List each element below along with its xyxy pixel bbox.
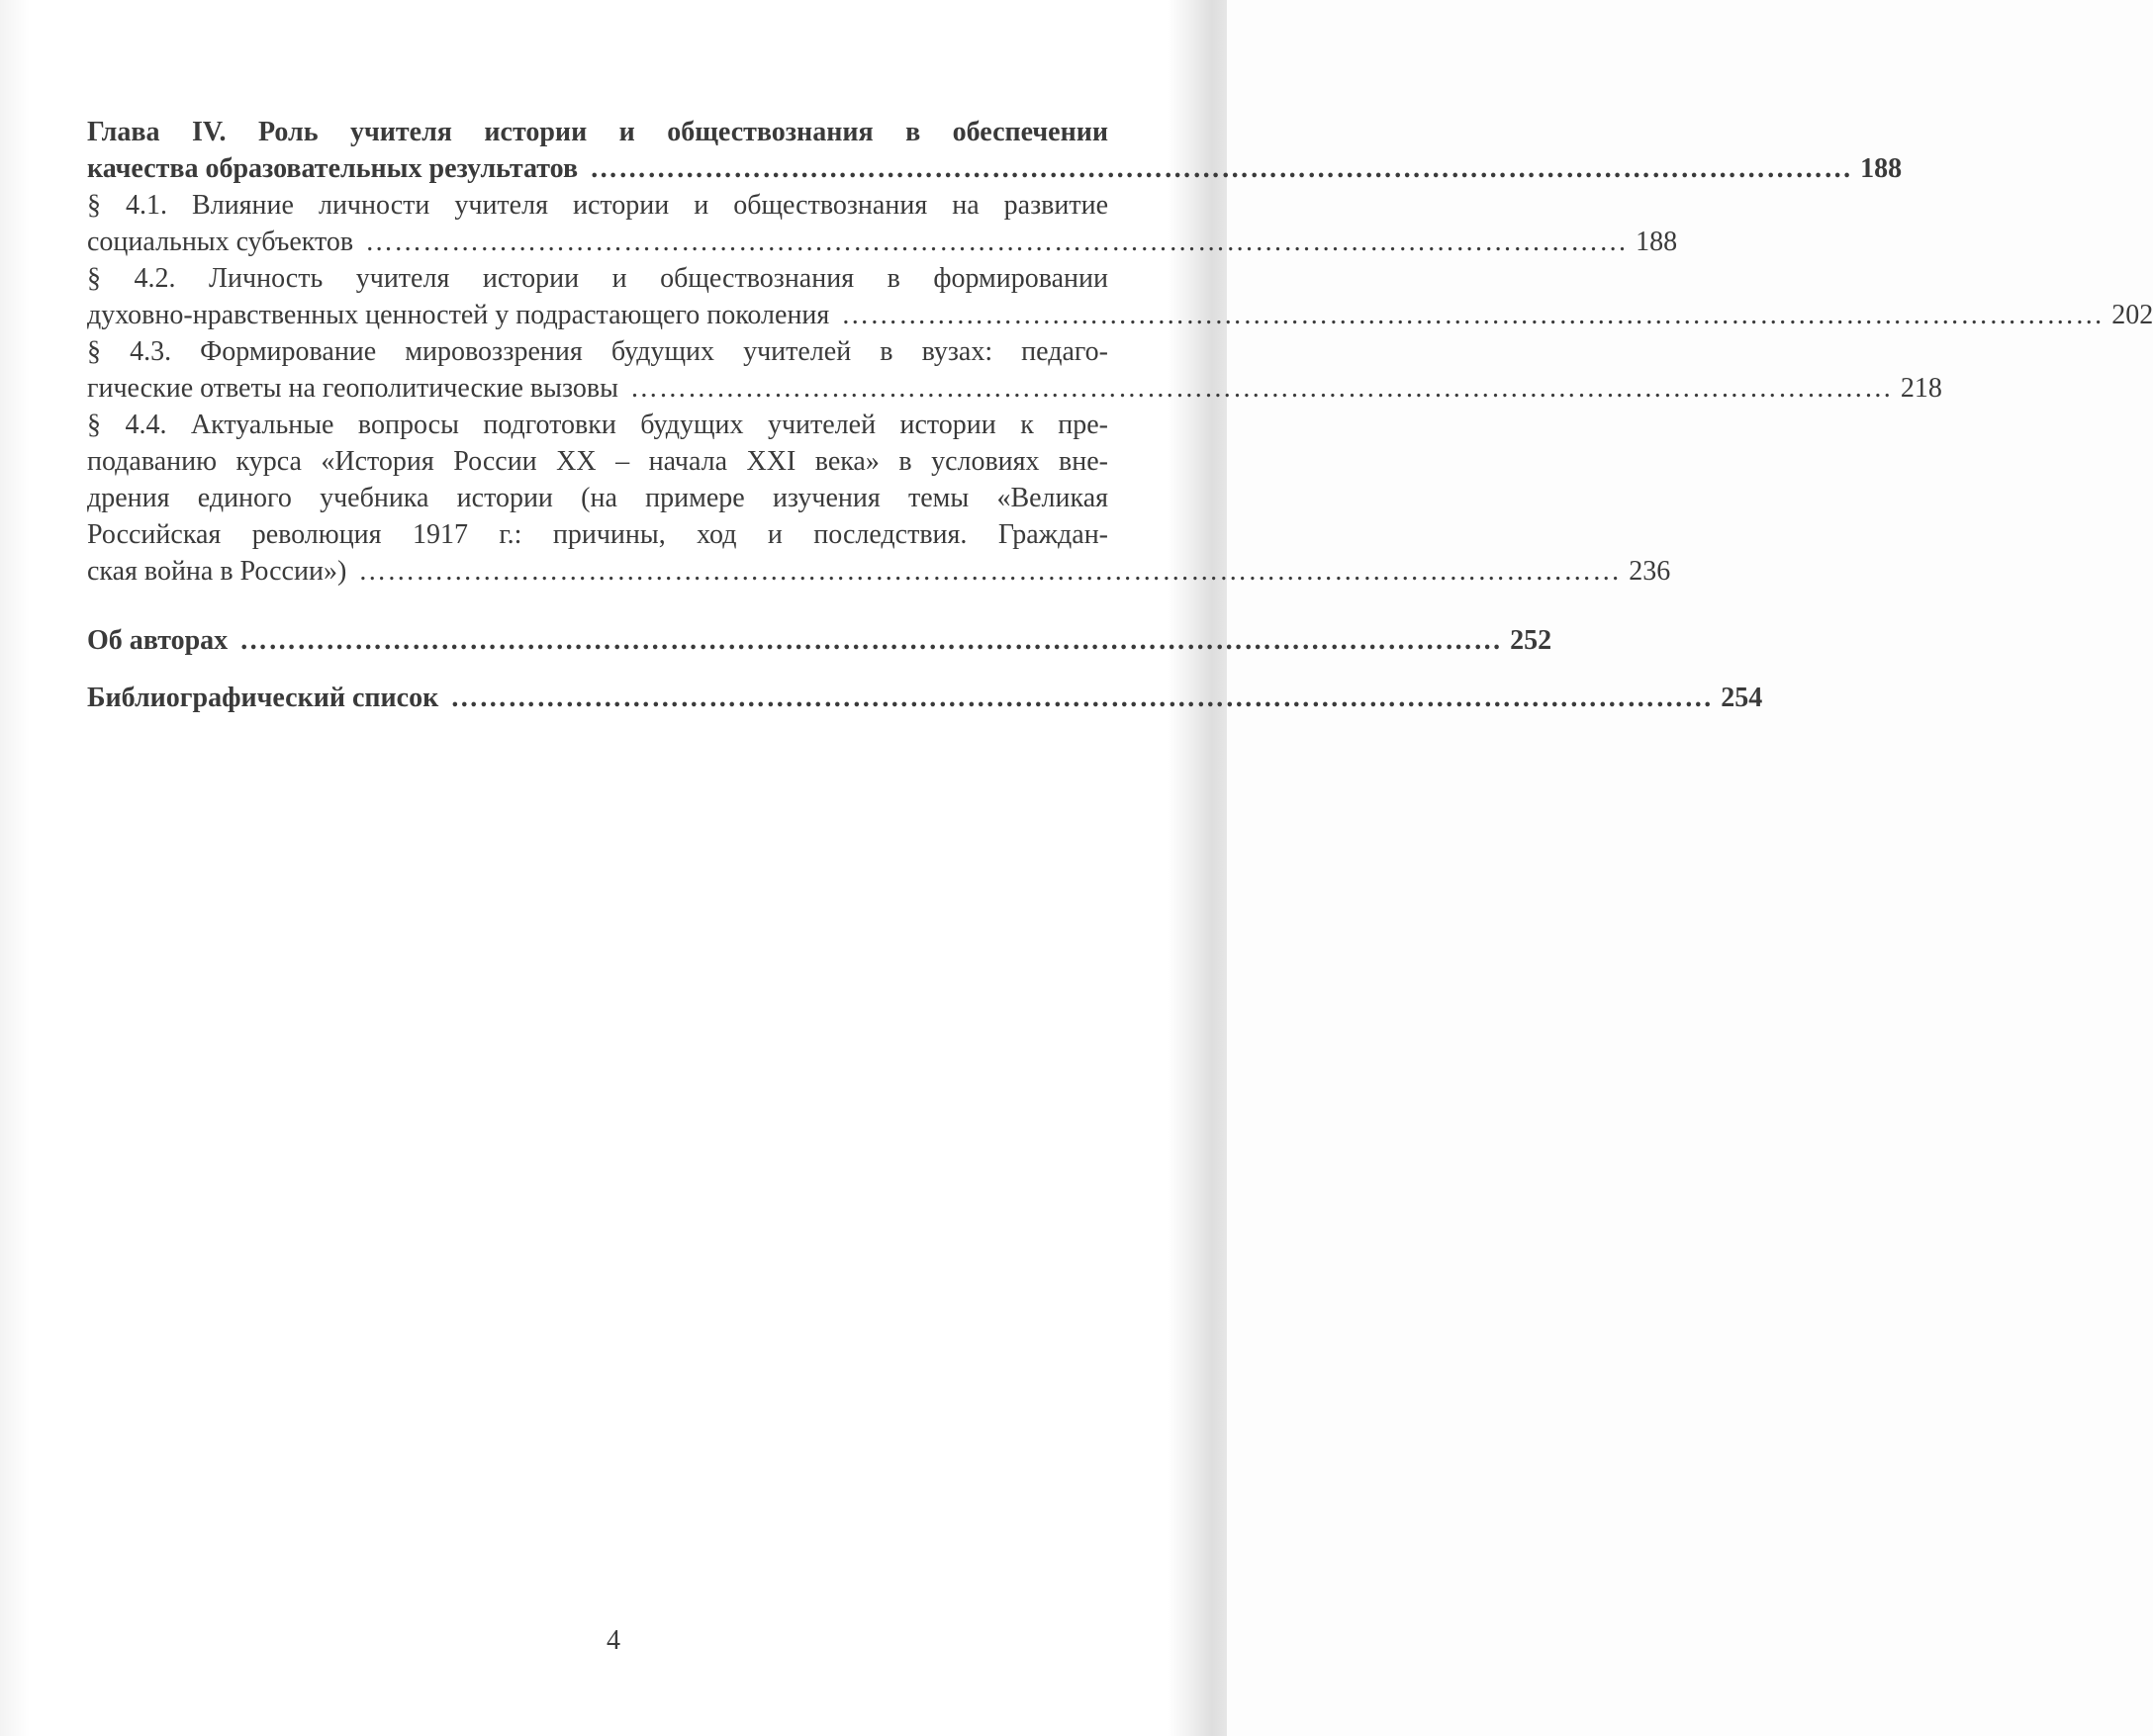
toc-entry-text: § 4.1. Влияние личности учителя истории и обществознания на развитие — [87, 190, 1108, 221]
toc-entry-text: качества образовательных результатов — [87, 153, 579, 184]
dot-leader: …………………………………………………………………………………………………………………… — [590, 153, 1853, 184]
dot-leader: …………………………………………………………………………………………………………………… — [358, 556, 1622, 587]
toc-entry-section-4-3[interactable] — [87, 333, 1942, 407]
toc-entry-text: духовно-нравственных ценностей у подрастающего поколения — [87, 300, 830, 330]
toc-entry-text: Глава IV. Роль учителя истории и обществознания в обеспечении — [87, 117, 1108, 147]
dot-leader: …………………………………………………………………………………………………………………… — [365, 227, 1629, 257]
toc-entry-text: Российская революция 1917 г.: причины, ход и последствия. Граждан- — [87, 519, 1108, 550]
toc-page-number: 218 — [1900, 373, 1942, 404]
dot-leader: …………………………………………………………………………………………………………………… — [239, 625, 1503, 656]
toc-entry-chapter-4[interactable] — [87, 114, 1903, 187]
toc-entry-text: Библиографический список — [87, 683, 439, 713]
toc-entry-text: социальных субъектов — [87, 227, 354, 257]
dot-leader: …………………………………………………………………………………………………………………… — [841, 300, 2105, 330]
toc-entry-text: § 4.2. Личность учителя истории и обществознания в формировании — [87, 263, 1108, 294]
dot-leader: …………………………………………………………………………………………………………………… — [629, 373, 1893, 404]
toc-page-number: 236 — [1629, 556, 1671, 587]
toc-entry-text: ская война в России») — [87, 556, 347, 587]
toc-page-number: 188 — [1860, 153, 1903, 184]
toc-page-number: 188 — [1636, 227, 1678, 257]
toc-entry-text: § 4.3. Формирование мировоззрения будущих учителей в вузах: педаго- — [87, 336, 1108, 367]
toc-entry-text: гические ответы на геополитические вызовы — [87, 373, 618, 404]
spacer — [87, 659, 1108, 680]
dot-leader: …………………………………………………………………………………………………………………… — [450, 683, 1714, 713]
page-number-footer: 4 — [607, 1625, 620, 1656]
toc-entry-bibliography[interactable] — [87, 680, 1763, 716]
toc-entry-section-4-2[interactable] — [87, 260, 2153, 333]
toc-entry-text: подаванию курса «История России XX – начала XXI века» в условиях вне- — [87, 446, 1108, 477]
toc-page-number: 252 — [1510, 625, 1552, 656]
toc-entry-text: Об авторах — [87, 625, 229, 656]
toc-entry-text: дрения единого учебника истории (на примере изучения темы «Великая — [87, 483, 1108, 513]
spacer — [87, 590, 1108, 622]
table-of-contents — [87, 114, 2153, 716]
toc-entry-section-4-4[interactable] — [87, 407, 1671, 590]
toc-entry-about-authors[interactable] — [87, 622, 1552, 659]
toc-page-number: 202 — [2111, 300, 2153, 330]
toc-page-number: 254 — [1721, 683, 1763, 713]
toc-entry-section-4-1[interactable] — [87, 187, 1678, 260]
toc-entry-text: § 4.4. Актуальные вопросы подготовки будущих учителей истории к пре- — [87, 410, 1108, 440]
